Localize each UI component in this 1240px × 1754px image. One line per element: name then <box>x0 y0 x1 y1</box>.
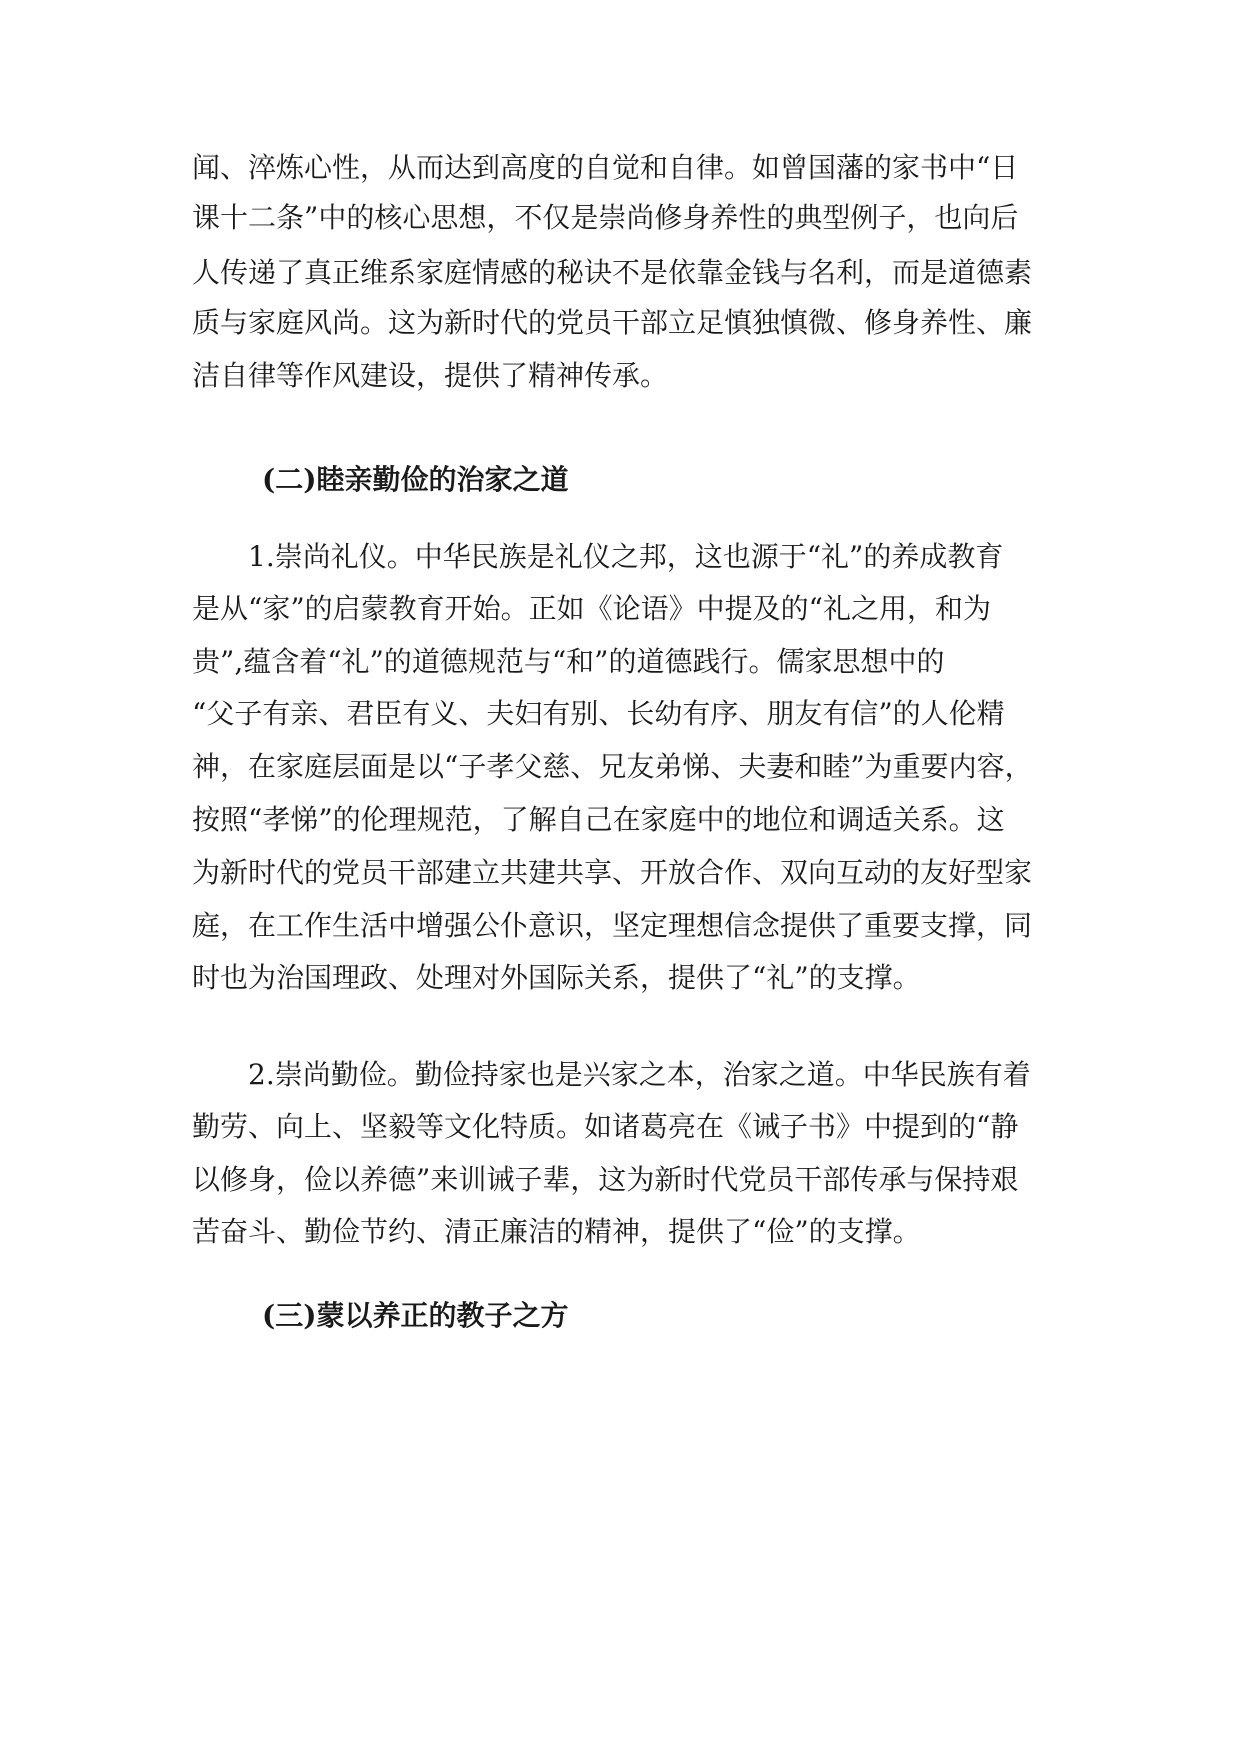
paragraph-line: 贵”,蕴含着“礼”的道德规范与“和”的道德践行。儒家思想中的 <box>192 645 945 678</box>
paragraph-line: 为新时代的党员干部建立共建共享、开放合作、双向互动的友好型家 <box>192 856 1033 889</box>
paragraph-line: 人传递了真正维系家庭情感的秘诀不是依靠金钱与名利，而是道德素 <box>192 256 1033 289</box>
paragraph-line: 2.崇尚勤俭。勤俭持家也是兴家之本，治家之道。中华民族有着 <box>248 1058 1031 1091</box>
paragraph-line: 是从“家”的启蒙教育开始。正如《论语》中提及的“礼之用，和为 <box>192 592 991 625</box>
paragraph-line: 以修身，俭以养德”来训诫子辈，这为新时代党员干部传承与保持艰 <box>192 1163 1019 1196</box>
paragraph-line: 课十二条”中的核心思想，不仅是崇尚修身养性的典型例子，也向后 <box>192 201 1019 234</box>
paragraph-line: 时也为治国理政、处理对外国际关系，提供了“礼”的支撑。 <box>192 961 921 994</box>
paragraph-line: 勤劳、向上、坚毅等文化特质。如诸葛亮在《诫子书》中提到的“静 <box>192 1110 1019 1143</box>
paragraph-line: 苦奋斗、勤俭节约、清正廉洁的精神，提供了“俭”的支撑。 <box>192 1215 921 1248</box>
paragraph-line: 闻、淬炼心性，从而达到高度的自觉和自律。如曾国藩的家书中“日 <box>192 151 1019 184</box>
paragraph-line: 洁自律等作风建设，提供了精神传承。 <box>192 359 669 392</box>
paragraph-line: “父子有亲、君臣有义、夫妇有别、长幼有序、朋友有信”的人伦精 <box>192 697 1005 730</box>
paragraph-line: 1.崇尚礼仪。中华民族是礼仪之邦，这也源于“礼”的养成教育 <box>248 540 1004 573</box>
paragraph-line: 按照“孝悌”的伦理规范，了解自己在家庭中的地位和调适关系。这 <box>192 803 1005 836</box>
paragraph-line: 庭，在工作生活中增强公仆意识，坚定理想信念提供了重要支撑，同 <box>192 909 1033 942</box>
paragraph-line: 质与家庭风尚。这为新时代的党员干部立足慎独慎微、修身养性、廉 <box>192 306 1033 339</box>
section-heading: (三)蒙以养正的教子之方 <box>262 1299 569 1332</box>
section-heading: (二)睦亲勤俭的治家之道 <box>262 463 569 496</box>
paragraph-line: 神，在家庭层面是以“子孝父慈、兄友弟悌、夫妻和睦”为重要内容， <box>192 750 1033 783</box>
